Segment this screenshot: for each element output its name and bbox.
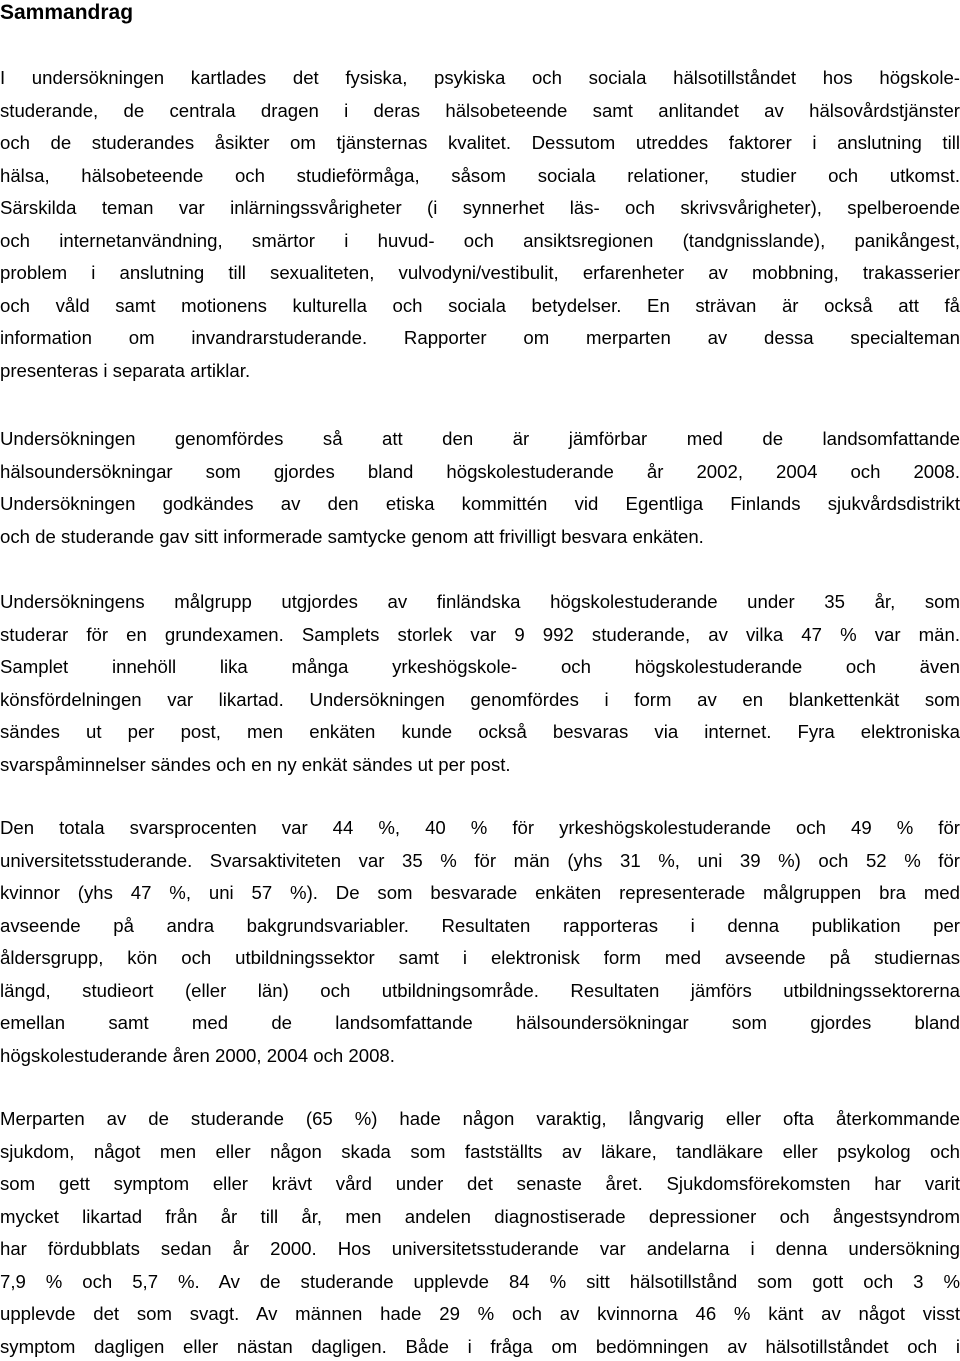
text-line: I undersökningen kartlades det fysiska, psykiska och sociala hälsotillståndet hos högskole-: [0, 67, 960, 88]
text-line: sjukdom, något men eller någon skada som fastställts av läkare, tandläkare eller psykolog och: [0, 1140, 960, 1162]
text-line: Undersökningen genomfördes så att den är jämförbar med de landsomfattande: [0, 428, 960, 449]
text-line: Särskilda teman var inlärningssvårigheter (i synnerhet läs- och skrivsvårigheter), spelberoende: [0, 197, 960, 218]
text-line: åldersgrupp, kön och utbildningssektor samt i elektronisk form med avseende på studiernas: [0, 947, 960, 968]
text-line: 7,9 % och 5,7 %. Av de studerande upplevde 84 % sitt hälsotillstånd som gott och 3 %: [0, 1270, 960, 1292]
paragraph-method: [0, 423, 960, 553]
text-line: symptom dagligen eller nästan dagligen. Både i fråga om bedömningen av hälsotillståndet och i: [0, 1335, 960, 1357]
text-line: Den totala svarsprocenten var 44 %, 40 % för yrkeshögskolestuderande och 49 % för: [0, 817, 960, 838]
text-line: könsfördelningen var likartad. Undersökningen genomfördes i form av en blankettenkät som: [0, 688, 960, 710]
page-title: Sammandrag: [0, 1, 134, 24]
text-line: presenteras i separata artiklar.: [0, 359, 251, 381]
text-line: längd, studieort (eller län) och utbildningsområde. Resultaten jämförs utbildningssektorerna: [0, 979, 960, 1001]
text-line: svarspåminnelser sändes och en ny enkät sändes ut per post.: [0, 753, 511, 775]
text-line: studerande, de centrala dragen i deras hälsobeteende samt anlitandet av hälsovårdstjänster: [0, 99, 960, 121]
text-line: upplevde det som svagt. Av männen hade 29 % och av kvinnorna 46 % känt av något visst: [0, 1303, 960, 1324]
text-line: information om invandrarstuderande. Rapporter om merparten av dessa specialteman: [0, 327, 960, 348]
text-line: studerar för en grundexamen. Samplets storlek var 9 992 studerande, av vilka 47 % var män.: [0, 623, 960, 645]
text-line: emellan samt med de landsomfattande hälsoundersökningar som gjordes bland: [0, 1012, 960, 1033]
text-line: och våld samt motionens kulturella och sociala betydelser. En strävan är också att få: [0, 294, 960, 316]
paragraph-target-group: [0, 586, 960, 781]
text-line: och de studerandes åsikter om tjänsternas kvalitet. Dessutom utreddes faktorer i anslutning till: [0, 132, 960, 153]
text-line: hälsa, hälsobeteende och studieförmåga, såsom sociala relationer, studier och utkomst.: [0, 164, 960, 186]
text-line: högskolestuderande åren 2000, 2004 och 2008.: [0, 1044, 395, 1066]
text-line: Merparten av de studerande (65 %) hade någon varaktig, långvarig eller ofta återkommande: [0, 1108, 960, 1129]
text-line: Undersökningens målgrupp utgjordes av finländska högskolestuderande under 35 år, som: [0, 591, 960, 612]
text-line: har fördubblats sedan år 2000. Hos universitetsstuderande var andelarna i denna undersökning: [0, 1238, 960, 1259]
paragraph-scope: [0, 62, 960, 387]
text-line: avseende på andra bakgrundsvariabler. Resultaten rapporteras i denna publikation per: [0, 914, 960, 936]
text-line: mycket likartad från år till år, men andelen diagnostiserade depressioner och ångestsyndrom: [0, 1205, 960, 1227]
text-line: som gett symptom eller krävt vård under det senaste året. Sjukdomsförekomsten har varit: [0, 1173, 960, 1194]
text-line: problem i anslutning till sexualiteten, vulvodyni/vestibulit, erfarenheter av mobbning, trakasserier: [0, 262, 960, 283]
text-line: universitetsstuderande. Svarsaktiviteten var 35 % för män (yhs 31 %, uni 39 %) och 52 % för: [0, 849, 960, 871]
text-line: sändes ut per post, men enkäten kunde också besvaras via internet. Fyra elektroniska: [0, 721, 960, 742]
paragraph-response-rate: [0, 812, 960, 1072]
text-line: och internetanvändning, smärtor i huvud- och ansiktsregionen (tandgnisslande), panikångest,: [0, 229, 960, 251]
text-line: kvinnor (yhs 47 %, uni 57 %). De som besvarade enkäten representerade målgruppen bra med: [0, 882, 960, 903]
text-line: Samplet innehöll lika många yrkeshögskole- och högskolestuderande och även: [0, 656, 960, 677]
text-line: och de studerande gav sitt informerade samtycke genom att frivilligt besvara enkäten.: [0, 525, 704, 547]
text-line: hälsoundersökningar som gjordes bland högskolestuderande år 2002, 2004 och 2008.: [0, 460, 960, 482]
text-line: Undersökningen godkändes av den etiska kommittén vid Egentliga Finlands sjukvårdsdistrikt: [0, 493, 960, 514]
paragraph-health: [0, 1103, 960, 1361]
